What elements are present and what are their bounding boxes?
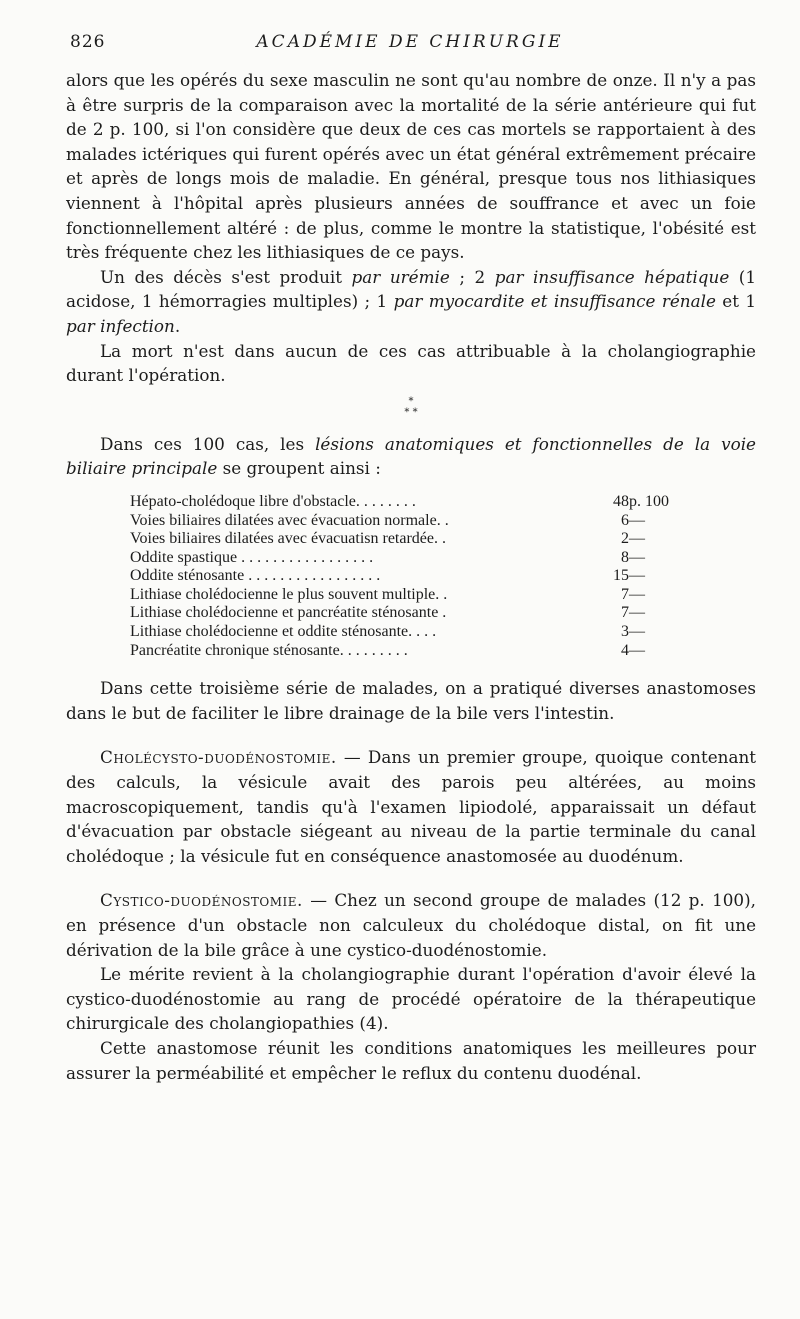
lesion-count: 7 <box>621 585 629 603</box>
text-run: — Chez un second groupe de malades (12 p. 100), en présence d'un obstacle non calculeux du cholédoque distal, on fit une dérivation de la bile grâce à une cystico-duodénostomie. <box>66 890 756 960</box>
paragraph-merit: Le mérite revient à la cholangiographie durant l'opération d'avoir élevé la cystico-duodénostomie au rang de procédé opératoire de la thérapeutique chirurgicale des cholangiopathies (4). <box>66 964 756 1034</box>
paragraph-cystico <box>66 888 756 962</box>
table-row <box>130 642 689 661</box>
lesion-label: Pancréatite chronique sténosante. . . . . . . . . <box>130 641 408 659</box>
text-run: et 1 <box>715 291 757 312</box>
text-run: se groupent ainsi : <box>217 458 381 479</box>
italic-run: par myocardite et insuffisance rénale <box>393 291 716 312</box>
lesion-unit: — <box>629 623 645 641</box>
italic-run: lésions anatomiques et fonctionnelles de la voie biliaire principale <box>66 433 756 479</box>
table-row <box>130 567 689 586</box>
table-row <box>130 530 689 549</box>
text-run: — Dans un premier groupe, quoique contenant des calculs, la vésicule avait des parois peu altérées, au moins macroscopiquement, tandis qu'à l'examen lipiodolé, apparaissait un défaut d'évacuation par obstacle siégeant au niveau de la partie terminale du canal cholédoque ; la vésicule fut en conséquence anastomosée au duodénum. <box>66 747 756 866</box>
paragraph-cholecysto <box>66 745 756 868</box>
text-run: . <box>174 315 181 336</box>
lesion-unit: — <box>629 511 645 529</box>
paragraph-anastomosis-conditions: Cette anastomose réunit les conditions anatomiques les meilleures pour assurer la perméabilité et empêcher le reflux du contenu duodénal. <box>66 1037 756 1083</box>
lesion-count: 48 <box>613 492 629 510</box>
lesion-count: 3 <box>621 623 629 641</box>
lesion-unit: — <box>629 604 645 622</box>
lesion-unit: — <box>629 530 645 548</box>
table-row <box>130 604 689 623</box>
italic-run: par insuffisance hépatique <box>494 266 730 287</box>
running-header <box>70 32 750 56</box>
section-separator <box>66 396 756 418</box>
lesion-unit: — <box>629 548 645 566</box>
section-title: Cystico-duodénostomie. <box>100 890 303 911</box>
italic-run: par infection <box>66 315 175 336</box>
star-bottom: * * <box>404 406 418 418</box>
table-row <box>130 493 689 512</box>
paragraph-cholangiography: La mort n'est dans aucun de ces cas attribuable à la cholangiographie durant l'opération. <box>66 340 756 386</box>
lesion-unit: — <box>629 641 645 659</box>
text-run: Un des décès s'est produit <box>100 266 352 287</box>
italic-run: par urémie <box>351 266 450 287</box>
lesion-count: 6 <box>621 511 629 529</box>
lesion-unit: — <box>629 567 645 585</box>
lesion-count: 8 <box>621 548 629 566</box>
lesion-unit: — <box>629 585 645 603</box>
text-run: (1 acidose, 1 hémorragies multiples) ; 1 <box>66 266 757 312</box>
paragraph-causes-of-death <box>66 265 756 339</box>
section-title: Cholécysto-duodénostomie. <box>100 747 337 768</box>
lesion-unit: p. 100 <box>629 492 669 510</box>
lesion-label: Oddite spastique . . . . . . . . . . . . . . . . . <box>130 548 374 566</box>
star-top: * <box>408 395 414 407</box>
table-row <box>130 549 689 568</box>
page-number: 826 <box>70 32 106 52</box>
paragraph-anastomoses: Dans cette troisième série de malades, on a pratiqué diverses anastomoses dans le but de faciliter le libre drainage de la bile vers l'intestin. <box>66 678 756 723</box>
lesion-label: Voies biliaires dilatées avec évacuatisn retardée. . <box>130 530 447 548</box>
page-body <box>66 68 756 1085</box>
lesion-count: 4 <box>621 641 629 659</box>
text-run: Dans ces 100 cas, les <box>100 433 316 454</box>
lesion-label: Lithiase cholédocienne le plus souvent multiple. . <box>130 585 448 603</box>
lesion-count: 2 <box>621 530 629 548</box>
paragraph-mortality: alors que les opérés du sexe masculin ne sont qu'au nombre de onze. Il n'y a pas à être surpris de la comparaison avec la mortalité de la série antérieure qui fut de 2 p. 100, si l'on considère que deux de ces cas mortels se rapportaient à des malades ictériques qui furent opérés avec un état général extrêmement précaire et après de longs mois de maladie. En général, presque tous nos lithiasiques viennent à l'hôpital après plusieurs années de souffrance et avec un foie fonctionnellement altéré : de plus, comme le montre la statistique, l'obésité est très fréquente chez les lithiasiques de ce pays. <box>66 70 756 263</box>
table-row <box>130 623 689 642</box>
running-title: ACADÉMIE DE CHIRURGIE <box>256 32 564 52</box>
table-row <box>130 512 689 531</box>
text-run: ; 2 <box>449 266 495 287</box>
lesion-count: 15 <box>613 567 629 585</box>
lesions-table <box>130 493 689 660</box>
table-row <box>130 586 689 605</box>
lesion-label: Voies biliaires dilatées avec évacuation normale. . <box>130 511 449 529</box>
lesion-label: Lithiase cholédocienne et pancréatite sténosante . <box>130 604 447 622</box>
paragraph-lesions-intro <box>66 432 756 481</box>
lesion-label: Lithiase cholédocienne et oddite sténosante. . . . <box>130 623 437 641</box>
lesion-label: Oddite sténosante . . . . . . . . . . . . . . . . . <box>130 567 381 585</box>
lesion-label: Hépato-cholédoque libre d'obstacle. . . . . . . . <box>130 492 416 510</box>
lesion-count: 7 <box>621 604 629 622</box>
